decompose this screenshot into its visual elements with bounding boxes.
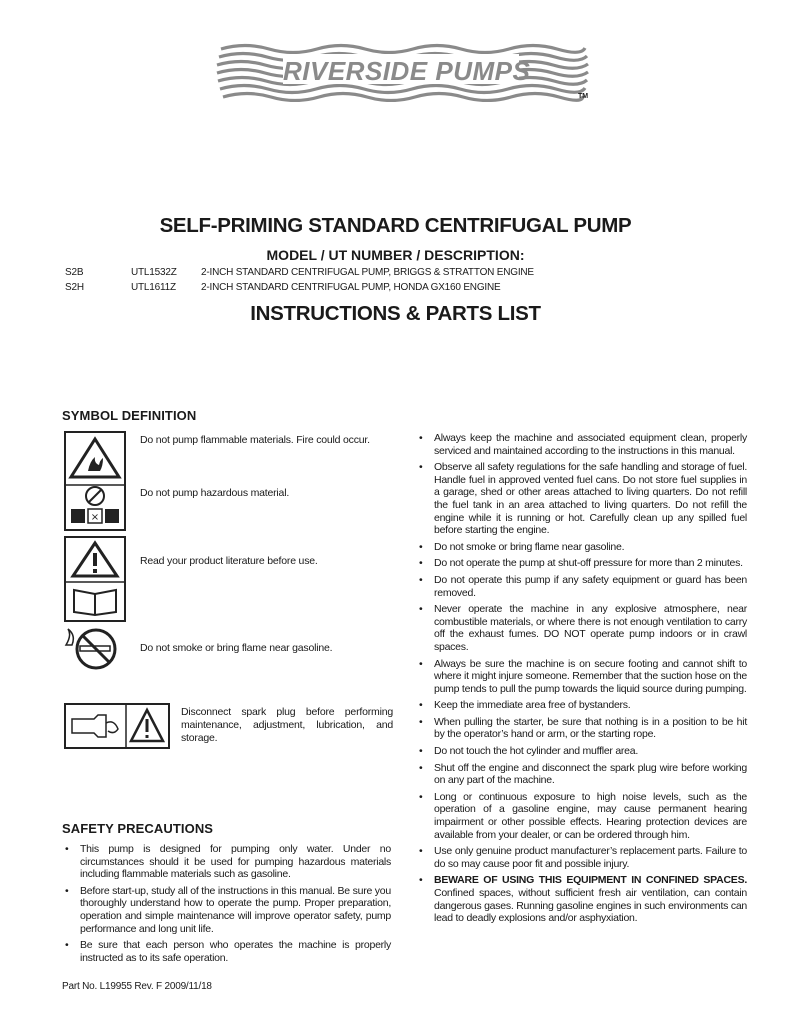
list-item: • Observe all safety regulations for the safe handling and storage of fuel. Handle fuel in approved vented fuel cans. Do not store fuel supplies in a garage, shed or other areas attached to living quarters. Do not refill the fuel tank in an area attached to living quarters. Do not refill the engine while it is running or hot. Carefully clean up any spilled fuel before starting the engine.: [416, 461, 747, 537]
spark-plug-icon: [64, 703, 170, 749]
safety-precautions-heading: SAFETY PRECAUTIONS: [62, 821, 214, 836]
trademark: TM: [578, 93, 589, 100]
symbol-text: Read your product literature before use.: [140, 555, 318, 567]
document-title: SELF-PRIMING STANDARD CENTRIFUGAL PUMP: [159, 214, 632, 237]
list-item: • Before start-up, study all of the instructions in this manual. Be sure you thoroughly understand how to operate the pump. Proper preparation, operation and simple maintenance will improve operator safety, pump performance and long unit life.: [62, 885, 391, 935]
model-code: S2B: [65, 267, 84, 278]
disconnect-spark-plug-icon: [66, 705, 168, 747]
read-manual-icon: [64, 536, 126, 622]
symbol-definition-heading: SYMBOL DEFINITION: [62, 408, 197, 423]
list-item: • Keep the immediate area free of bystanders.: [416, 699, 747, 712]
logo-text: RIVERSIDE PUMPS: [283, 56, 531, 86]
list-item: • Never operate the machine in any explosive atmosphere, near combustible materials, or where there is not enough ventilation to carry off the exhaust fumes. DO NOT operate pump indoors or in crawl spaces.: [416, 603, 747, 653]
no-flame-icon: [62, 625, 122, 673]
list-item: • Shut off the engine and disconnect the spark plug wire before working on any part of the machine.: [416, 762, 747, 787]
list-item: • Use only genuine product manufacturer’s replacement parts. Failure to do so may cause poor fit and possible injury.: [416, 845, 747, 870]
document-subtitle: INSTRUCTIONS & PARTS LIST: [250, 302, 541, 325]
symbol-text: Do not pump flammable materials. Fire could occur.: [140, 434, 370, 446]
list-item: • Do not touch the hot cylinder and muffler area.: [416, 745, 747, 758]
model-description: 2-INCH STANDARD CENTRIFUGAL PUMP, HONDA GX160 ENGINE: [201, 282, 501, 293]
symbol-text: Do not smoke or bring flame near gasoline.: [140, 642, 333, 654]
svg-text:×: ×: [90, 512, 100, 523]
confined-spaces-text: Confined spaces, without sufficient fresh air ventilation, can contain dangerous gases. Running gasoline engines in such environments can lead to deadly explosions and/or asphyxiation.: [434, 887, 747, 925]
list-item: • When pulling the starter, be sure that nothing is in a position to be hit by the operator’s hand or arm, or the starting rope.: [416, 716, 747, 741]
list-item: • Be sure that each person who operates the machine is properly instructed as to its safe operation.: [62, 939, 391, 964]
ut-number: UTL1532Z: [131, 267, 177, 278]
no-smoking-icon: [62, 625, 122, 673]
list-item: • This pump is designed for pumping only water. Under no circumstances should it be used for pumping hazardous materials including flammable materials such as gasoline.: [62, 843, 391, 881]
list-item: • Do not operate the pump at shut-off pressure for more than 2 minutes.: [416, 557, 747, 570]
list-item: • Always keep the machine and associated equipment clean, properly serviced and maintained according to the instructions in this manual.: [416, 432, 747, 457]
symbol-text: Disconnect spark plug before performing maintenance, adjustment, lubrication, and storage.: [181, 706, 393, 744]
model-description: 2-INCH STANDARD CENTRIFUGAL PUMP, BRIGGS & STRATTON ENGINE: [201, 267, 534, 278]
ut-number: UTL1611Z: [131, 282, 176, 293]
warning-book-icon: [66, 538, 124, 620]
model-code: S2H: [65, 282, 84, 293]
symbol-text: Do not pump hazardous material.: [140, 487, 290, 499]
list-item: • Do not operate this pump if any safety equipment or guard has been removed.: [416, 574, 747, 599]
list-item: • Do not smoke or bring flame near gasoline.: [416, 541, 747, 554]
hazard-warning-icon: [66, 433, 124, 529]
list-item-confined-spaces: [416, 874, 747, 924]
right-bullet-list: [416, 432, 747, 929]
fire-hazard-icon: [64, 431, 126, 531]
list-item: • Always be sure the machine is on secure footing and cannot shift to where it might injure someone. Remember that the suction hose on the pump tends to pull the pump towards the liquid source during pumping.: [416, 658, 747, 696]
part-number-footer: Part No. L19955 Rev. F 2009/11/18: [62, 981, 212, 992]
confined-spaces-warning: BEWARE OF USING THIS EQUIPMENT IN CONFINED SPACES.: [434, 874, 747, 887]
left-bullet-list: [62, 843, 391, 968]
list-item: • Long or continuous exposure to high noise levels, such as the operation of a gasoline engine, may cause permanent hearing impairment or other possible effects. Hearing protection devices are available from your dealer, or can be ordered through him.: [416, 791, 747, 841]
model-header: MODEL / UT NUMBER / DESCRIPTION:: [266, 247, 525, 263]
